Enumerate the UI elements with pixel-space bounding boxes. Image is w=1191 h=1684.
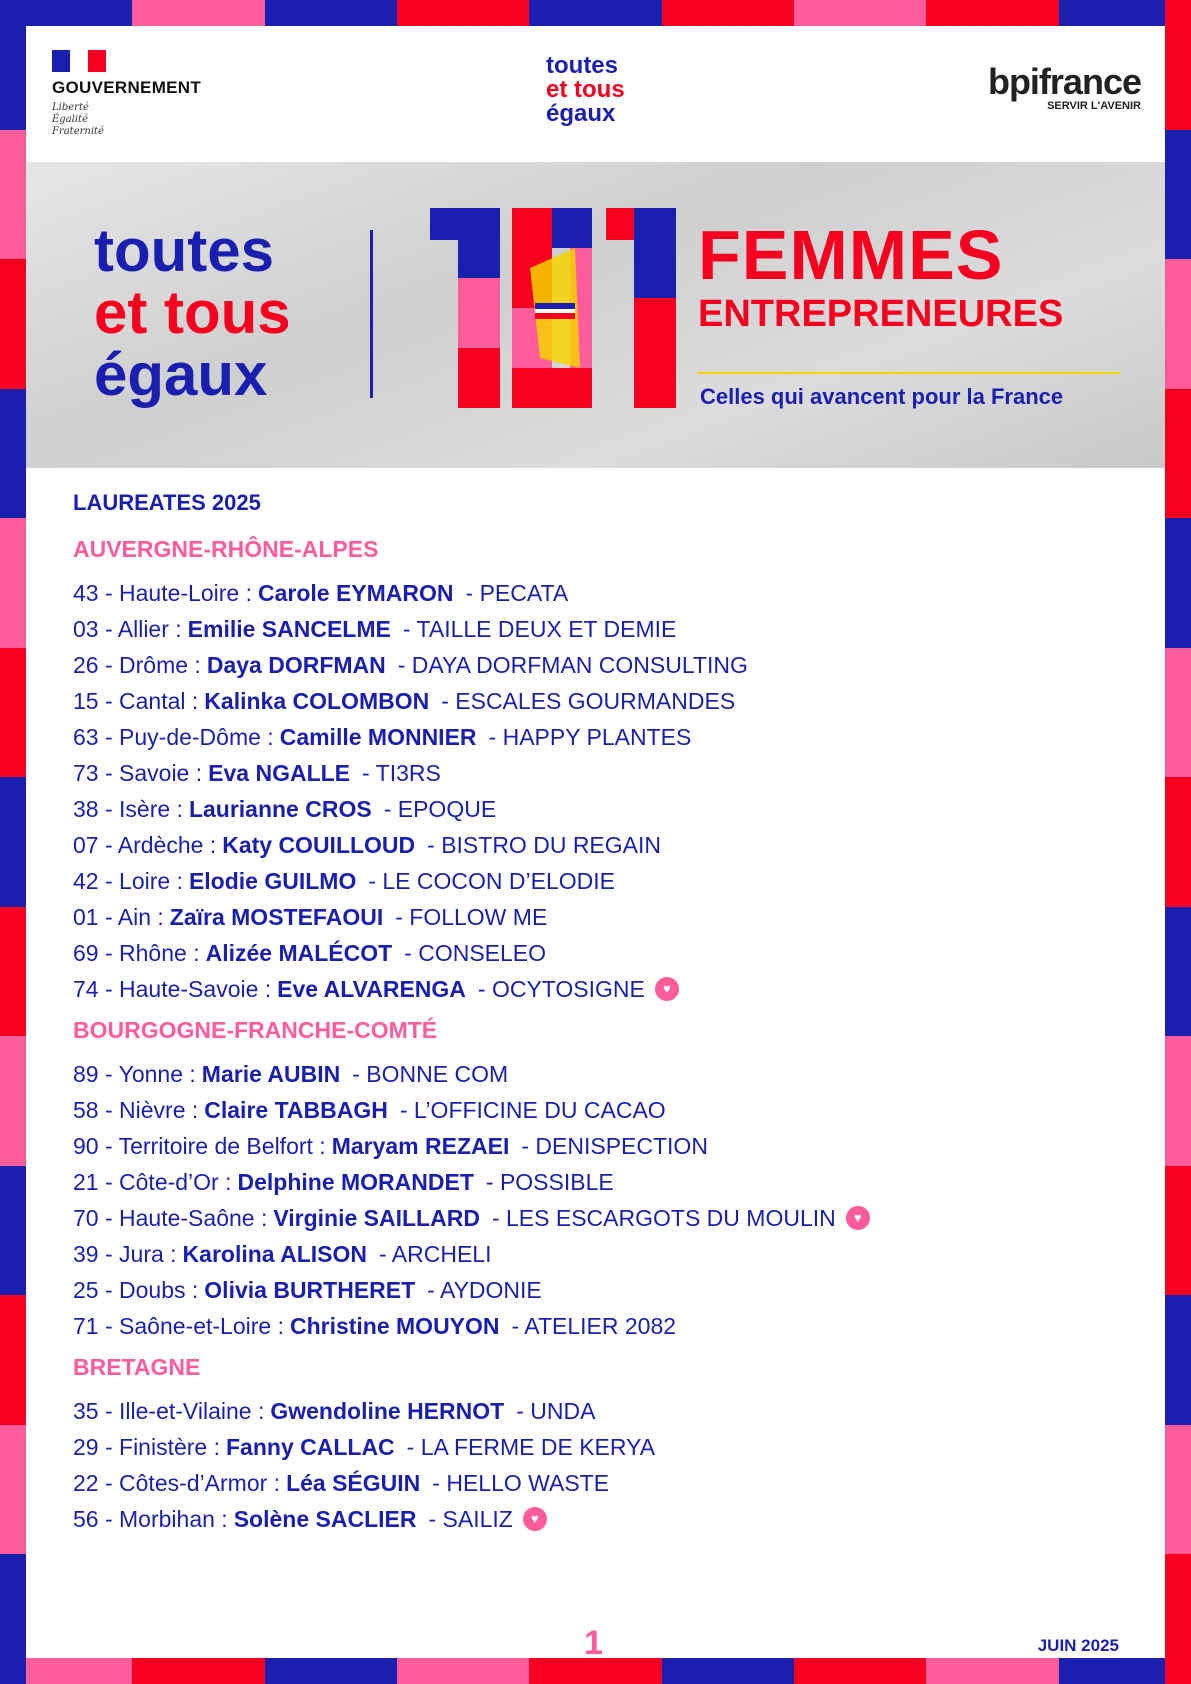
region-block bbox=[73, 536, 1123, 1007]
regions-container bbox=[73, 536, 1123, 1537]
banner-underline bbox=[698, 372, 1120, 374]
laureate-entry bbox=[73, 755, 1123, 791]
laureate-department: 89 - Yonne : bbox=[73, 1061, 196, 1087]
laureate-company: - DAYA DORFMAN CONSULTING bbox=[397, 652, 748, 678]
laureate-department: 56 - Morbihan : bbox=[73, 1506, 228, 1532]
laureate-name: Emilie SANCELME bbox=[187, 616, 391, 642]
laureate-department: 90 - Territoire de Belfort : bbox=[73, 1133, 326, 1159]
laureate-name: Karolina ALISON bbox=[182, 1241, 367, 1267]
laureate-name: Gwendoline HERNOT bbox=[270, 1398, 505, 1424]
laureate-entry bbox=[73, 1092, 1123, 1128]
laureate-name: Katy COUILLOUD bbox=[222, 832, 416, 858]
page-number: 1 bbox=[584, 1624, 603, 1662]
laureate-company: - LE COCON D’ELODIE bbox=[368, 868, 615, 894]
laureate-entry bbox=[73, 1465, 1123, 1501]
laureate-department: 01 - Ain : bbox=[73, 904, 164, 930]
laureate-company: - LA FERME DE KERYA bbox=[406, 1434, 656, 1460]
marianne-flag-icon bbox=[52, 50, 106, 72]
banner-tagline: Celles qui avancent pour la France bbox=[700, 384, 1064, 409]
bpi-tagline: SERVIR L'AVENIR bbox=[1047, 100, 1141, 112]
region-title: AUVERGNE-RHÔNE-ALPES bbox=[73, 536, 379, 562]
laureates-list bbox=[73, 490, 1123, 1547]
laureate-name: Delphine MORANDET bbox=[237, 1169, 474, 1195]
banner-divider bbox=[370, 230, 373, 398]
laureate-name: Camille MONNIER bbox=[279, 724, 477, 750]
laureate-company: - L’OFFICINE DU CACAO bbox=[399, 1097, 666, 1123]
laureate-entry bbox=[73, 1128, 1123, 1164]
laureate-company: - HAPPY PLANTES bbox=[488, 724, 692, 750]
region-block bbox=[73, 1354, 1123, 1537]
laureate-entry bbox=[73, 647, 1123, 683]
laureate-name: Solène SACLIER bbox=[233, 1506, 417, 1532]
laureate-name: Claire TABBAGH bbox=[204, 1097, 388, 1123]
laureate-company: - BISTRO DU REGAIN bbox=[427, 832, 662, 858]
region-block bbox=[73, 1017, 1123, 1344]
laureate-entry bbox=[73, 1236, 1123, 1272]
heart-badge-icon: ♥ bbox=[655, 977, 679, 1001]
laureate-department: 35 - Ille-et-Vilaine : bbox=[73, 1398, 265, 1424]
laureate-entry bbox=[73, 791, 1123, 827]
laureate-department: 39 - Jura : bbox=[73, 1241, 177, 1267]
laureate-entry bbox=[73, 1200, 1123, 1236]
laureate-name: Olivia BURTHERET bbox=[204, 1277, 416, 1303]
gov-name: GOUVERNEMENT bbox=[52, 78, 202, 97]
laureate-name: Christine MOUYON bbox=[289, 1313, 500, 1339]
banner-subtitle: ENTREPRENEURES bbox=[698, 293, 1064, 335]
toutes-et-tous-egaux-logo: toutes et tous égaux bbox=[94, 217, 291, 408]
laureate-entry bbox=[73, 935, 1123, 971]
laureate-department: 69 - Rhône : bbox=[73, 940, 200, 966]
heart-badge-icon: ♥ bbox=[523, 1507, 547, 1531]
header bbox=[26, 26, 1165, 162]
government-logo bbox=[52, 50, 201, 138]
frame-right-stripes bbox=[1165, 0, 1191, 1684]
laureate-name: Elodie GUILMO bbox=[188, 868, 357, 894]
laureate-department: 15 - Cantal : bbox=[73, 688, 199, 714]
laureates-title: LAUREATES 2025 bbox=[73, 490, 261, 515]
laureate-company: - AYDONIE bbox=[427, 1277, 542, 1303]
laureate-department: 71 - Saône-et-Loire : bbox=[73, 1313, 284, 1339]
frame-left-stripes bbox=[0, 0, 26, 1684]
laureate-name: Léa SÉGUIN bbox=[286, 1470, 421, 1496]
laureate-entry bbox=[73, 683, 1123, 719]
toutes-et-tous-egaux-logo-small: toutes et tous égaux bbox=[546, 52, 625, 127]
laureate-company: - PECATA bbox=[465, 580, 569, 606]
banner-title: FEMMES bbox=[698, 216, 1004, 294]
laureate-company: - ARCHELI bbox=[379, 1241, 492, 1267]
laureate-department: 03 - Allier : bbox=[73, 616, 182, 642]
laureate-name: Maryam REZAEI bbox=[331, 1133, 510, 1159]
laureate-company: - SAILIZ bbox=[428, 1506, 513, 1532]
laureate-entry bbox=[73, 1272, 1123, 1308]
laureate-entry bbox=[73, 1393, 1123, 1429]
laureate-company: - HELLO WASTE bbox=[432, 1470, 610, 1496]
laureate-name: Kalinka COLOMBON bbox=[204, 688, 430, 714]
laureate-department: 22 - Côtes-d’Armor : bbox=[73, 1470, 281, 1496]
laureate-company: - OCYTOSIGNE bbox=[477, 976, 645, 1002]
laureate-company: - POSSIBLE bbox=[485, 1169, 614, 1195]
laureate-company: - TAILLE DEUX ET DEMIE bbox=[402, 616, 677, 642]
laureate-entry bbox=[73, 899, 1123, 935]
laureate-company: - CONSELEO bbox=[404, 940, 547, 966]
laureate-name: Carole EYMARON bbox=[257, 580, 454, 606]
laureate-entry bbox=[73, 1501, 1123, 1537]
region-title: BRETAGNE bbox=[73, 1354, 201, 1380]
laureate-company: - BONNE COM bbox=[352, 1061, 509, 1087]
laureate-department: 21 - Côte-d’Or : bbox=[73, 1169, 232, 1195]
laureate-name: Virginie SAILLARD bbox=[273, 1205, 480, 1231]
laureate-name: Alizée MALÉCOT bbox=[205, 940, 393, 966]
laureate-entry bbox=[73, 1308, 1123, 1344]
laureate-entry bbox=[73, 575, 1123, 611]
laureate-company: - ATELIER 2082 bbox=[511, 1313, 677, 1339]
laureate-name: Marie AUBIN bbox=[201, 1061, 341, 1087]
laureate-entry bbox=[73, 863, 1123, 899]
laureate-name: Daya DORFMAN bbox=[206, 652, 386, 678]
laureate-company: - UNDA bbox=[516, 1398, 596, 1424]
laureate-entry bbox=[73, 1056, 1123, 1092]
laureate-department: 43 - Haute-Loire : bbox=[73, 580, 252, 606]
laureate-company: - LES ESCARGOTS DU MOULIN bbox=[491, 1205, 836, 1231]
laureate-name: Zaïra MOSTEFAOUI bbox=[169, 904, 384, 930]
laureate-company: - FOLLOW ME bbox=[395, 904, 548, 930]
laureate-entry bbox=[73, 827, 1123, 863]
number-101-graphic bbox=[430, 208, 676, 408]
laureate-department: 26 - Drôme : bbox=[73, 652, 201, 678]
laureate-department: 25 - Doubs : bbox=[73, 1277, 199, 1303]
bpi-name: bpifrance bbox=[987, 61, 1141, 102]
banner bbox=[26, 162, 1165, 468]
region-title: BOURGOGNE-FRANCHE-COMTÉ bbox=[73, 1017, 438, 1043]
laureate-company: - EPOQUE bbox=[383, 796, 497, 822]
laureate-department: 74 - Haute-Savoie : bbox=[73, 976, 272, 1002]
laureate-department: 07 - Ardèche : bbox=[73, 832, 217, 858]
laureate-name: Fanny CALLAC bbox=[226, 1434, 395, 1460]
bpifrance-logo bbox=[987, 61, 1141, 112]
laureate-department: 63 - Puy-de-Dôme : bbox=[73, 724, 274, 750]
heart-badge-icon: ♥ bbox=[846, 1206, 870, 1230]
laureate-department: 38 - Isère : bbox=[73, 796, 183, 822]
laureate-entry bbox=[73, 719, 1123, 755]
laureate-department: 29 - Finistère : bbox=[73, 1434, 220, 1460]
laureate-company: - DENISPECTION bbox=[521, 1133, 708, 1159]
publication-date: JUIN 2025 bbox=[1037, 1636, 1119, 1655]
laureate-entry bbox=[73, 1164, 1123, 1200]
laureate-name: Eva NGALLE bbox=[208, 760, 351, 786]
laureate-entry bbox=[73, 611, 1123, 647]
laureate-entry bbox=[73, 1429, 1123, 1465]
laureate-name: Eve ALVARENGA bbox=[277, 976, 466, 1002]
laureate-name: Laurianne CROS bbox=[188, 796, 372, 822]
laureate-entry bbox=[73, 971, 1123, 1007]
laureate-department: 58 - Nièvre : bbox=[73, 1097, 199, 1123]
laureate-department: 42 - Loire : bbox=[73, 868, 183, 894]
laureate-company: - TI3RS bbox=[362, 760, 441, 786]
laureate-department: 70 - Haute-Saône : bbox=[73, 1205, 268, 1231]
frame-top-stripes bbox=[0, 0, 1191, 26]
gov-motto: Liberté Égalité Fraternité bbox=[52, 102, 104, 137]
laureate-department: 73 - Savoie : bbox=[73, 760, 203, 786]
laureate-company: - ESCALES GOURMANDES bbox=[441, 688, 736, 714]
